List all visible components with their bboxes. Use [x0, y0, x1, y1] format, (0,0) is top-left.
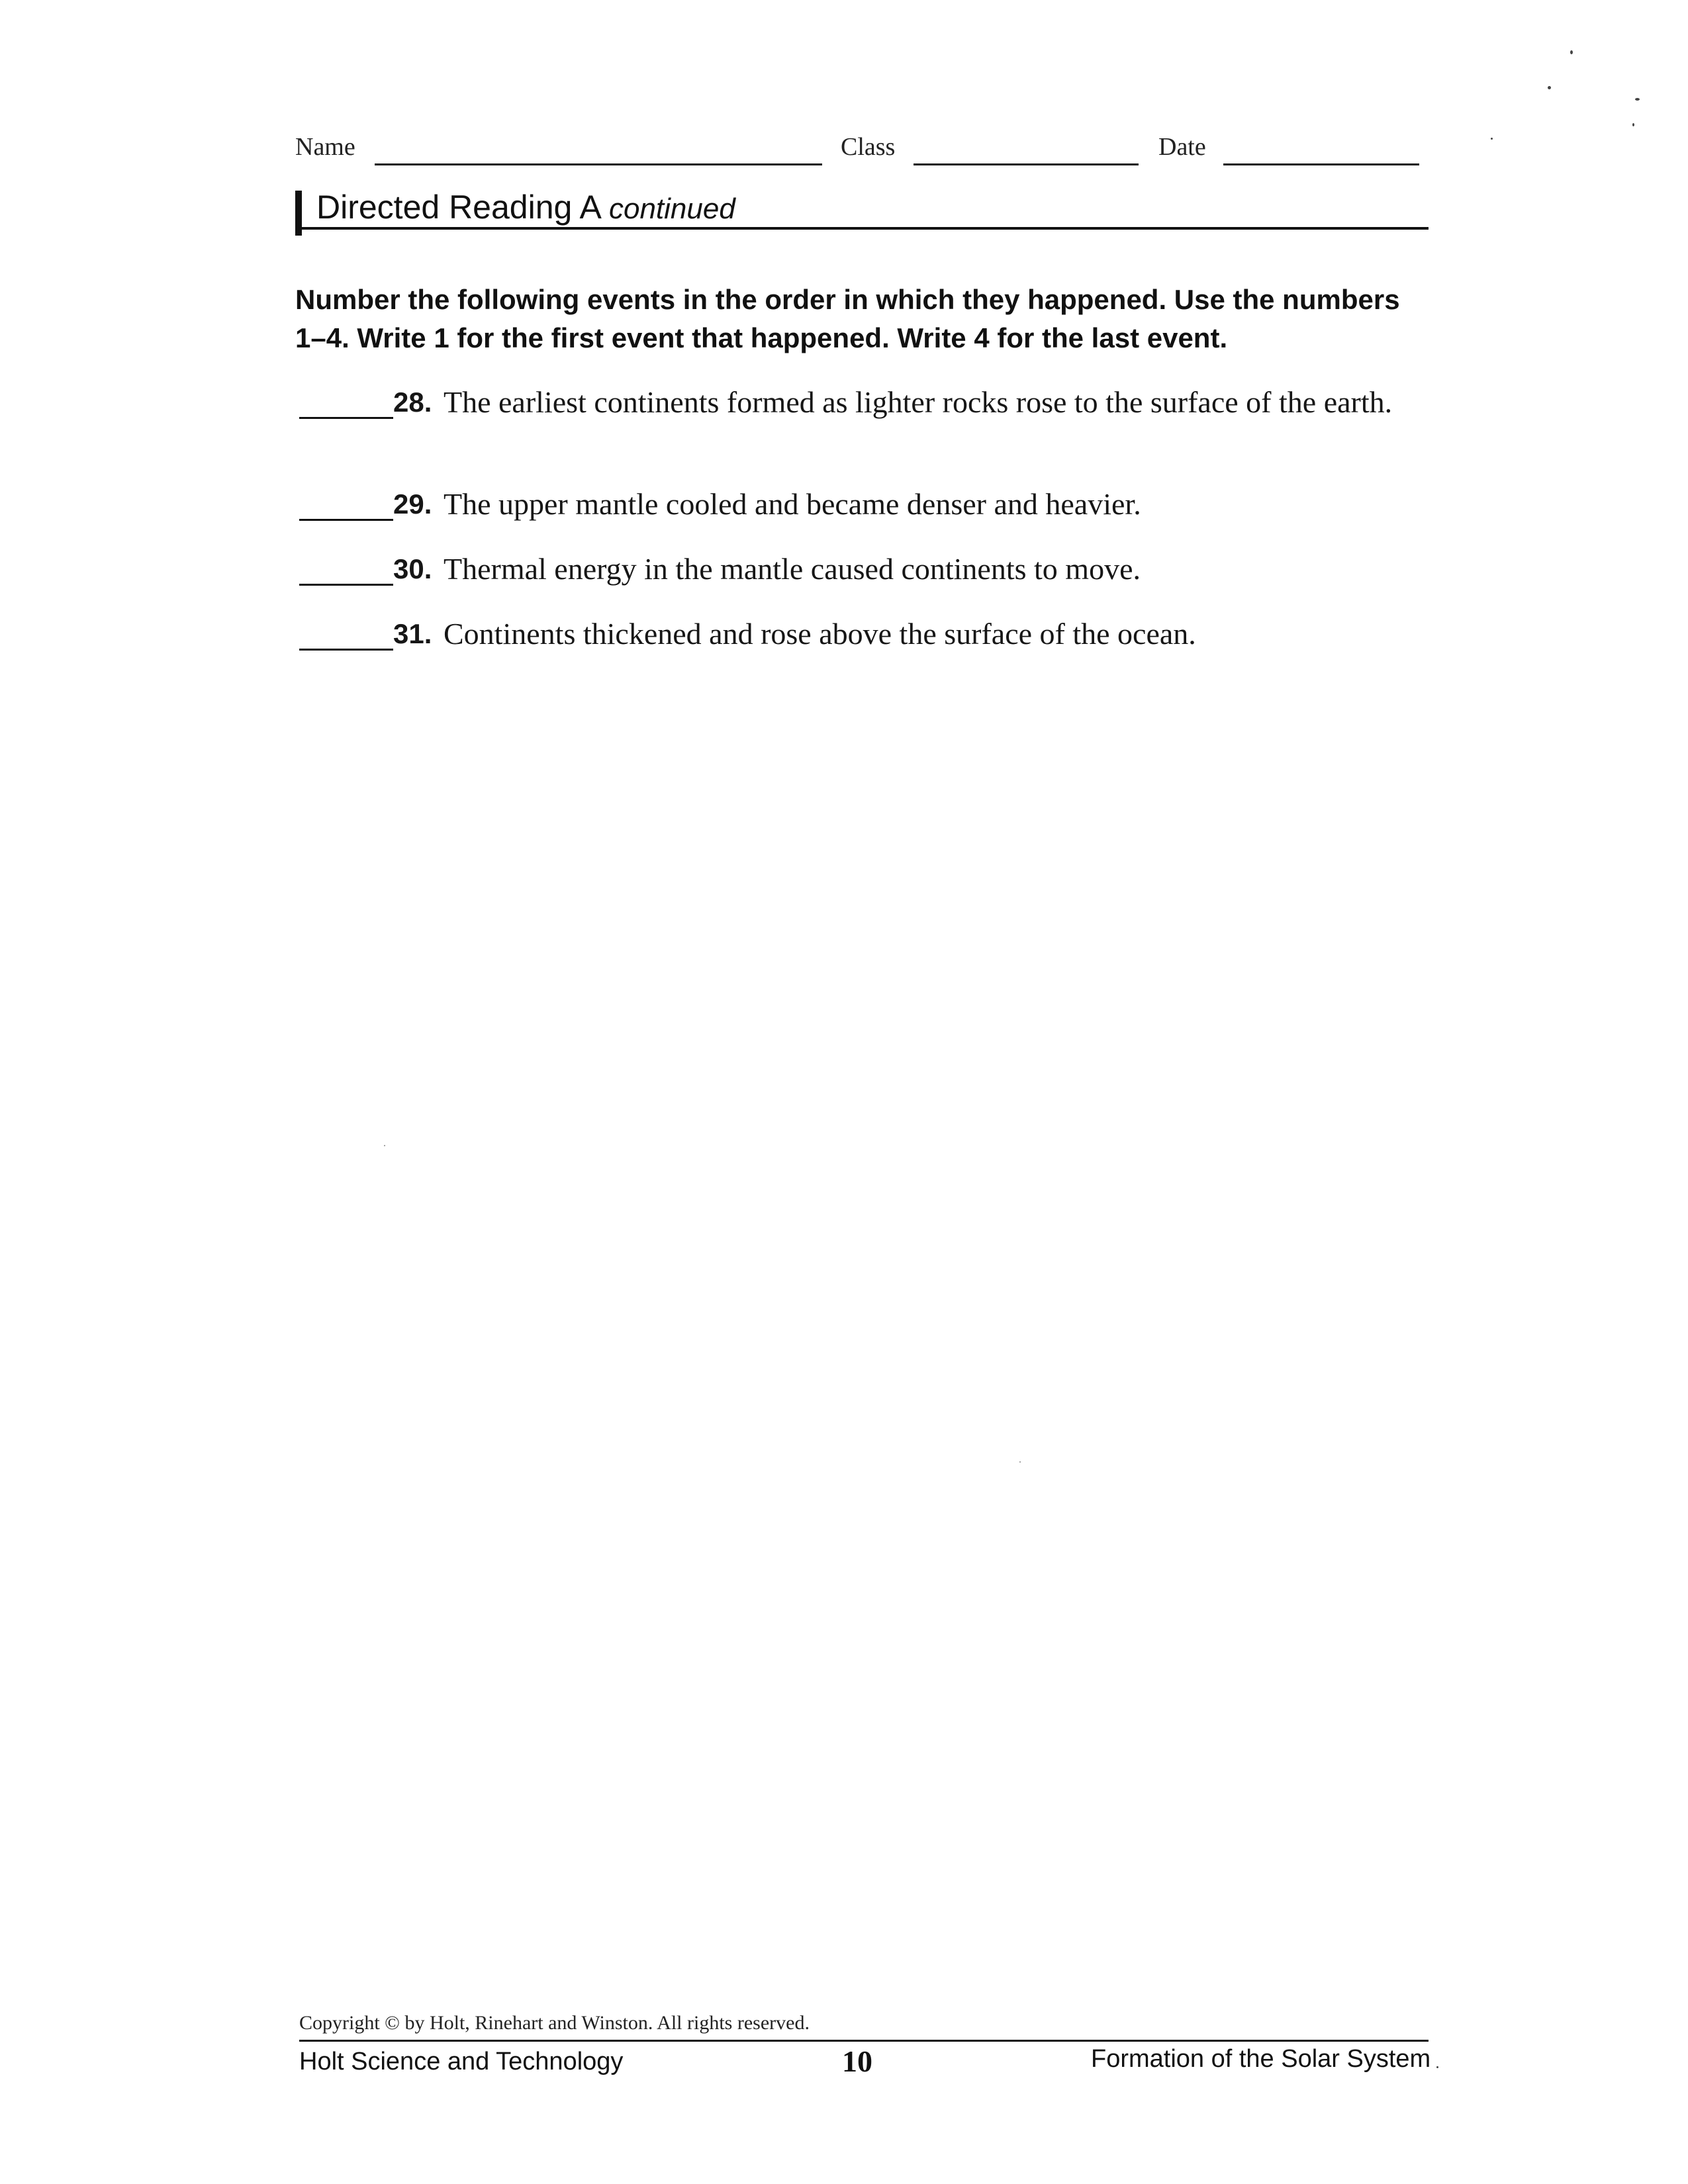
- section-title-rule: [295, 227, 1429, 230]
- question-number: 31.: [393, 618, 432, 649]
- question-text: Thermal energy in the mantle caused continents to move.: [444, 552, 1141, 586]
- scan-speck: [1436, 2066, 1438, 2068]
- footer-chapter: Formation of the Solar System: [1091, 2045, 1431, 2073]
- question-number: 30.: [393, 553, 432, 584]
- name-label: Name: [295, 133, 355, 161]
- scan-speck: [1019, 1461, 1021, 1463]
- answer-blank-29[interactable]: [299, 519, 393, 521]
- question-text: The upper mantle cooled and became denser and heavier.: [444, 487, 1141, 521]
- section-title: [316, 188, 735, 226]
- question-text: Continents thickened and rose above the surface of the ocean.: [444, 617, 1196, 651]
- name-field[interactable]: [375, 163, 822, 165]
- question-30: [299, 549, 1431, 589]
- class-label: Class: [841, 133, 896, 161]
- copyright-notice: Copyright © by Holt, Rinehart and Winston. All rights reserved.: [299, 2012, 810, 2034]
- footer-publisher: Holt Science and Technology: [299, 2048, 624, 2075]
- question-number: 28.: [393, 387, 432, 418]
- answer-blank-31[interactable]: [299, 649, 393, 651]
- question-text: The earliest continents formed as lighter rocks rose to the surface of the earth.: [444, 385, 1393, 419]
- page-number: 10: [842, 2044, 872, 2078]
- scan-speck: [1635, 98, 1640, 101]
- section-title-text: Directed Reading A: [316, 189, 600, 226]
- class-field[interactable]: [914, 163, 1139, 165]
- question-number: 29.: [393, 488, 432, 520]
- question-28: [299, 383, 1431, 422]
- scan-speck: [1632, 123, 1634, 126]
- scan-speck: [384, 1145, 385, 1146]
- answer-blank-28[interactable]: [299, 417, 393, 419]
- scan-speck: [1548, 86, 1551, 89]
- question-31: [299, 614, 1431, 654]
- instructions: Number the following events in the order in which they happened. Use the numbers 1–4. Write 1 for the first event that happened. Write 4 for the last event.: [295, 284, 1400, 353]
- section-title-continued: continued: [608, 193, 735, 225]
- scan-speck: [1491, 138, 1493, 140]
- date-field[interactable]: [1223, 163, 1419, 165]
- answer-blank-30[interactable]: [299, 584, 393, 586]
- scan-speck: [1570, 50, 1573, 54]
- date-label: Date: [1158, 133, 1206, 161]
- question-29: [299, 484, 1431, 524]
- footer-rule: [299, 2040, 1429, 2042]
